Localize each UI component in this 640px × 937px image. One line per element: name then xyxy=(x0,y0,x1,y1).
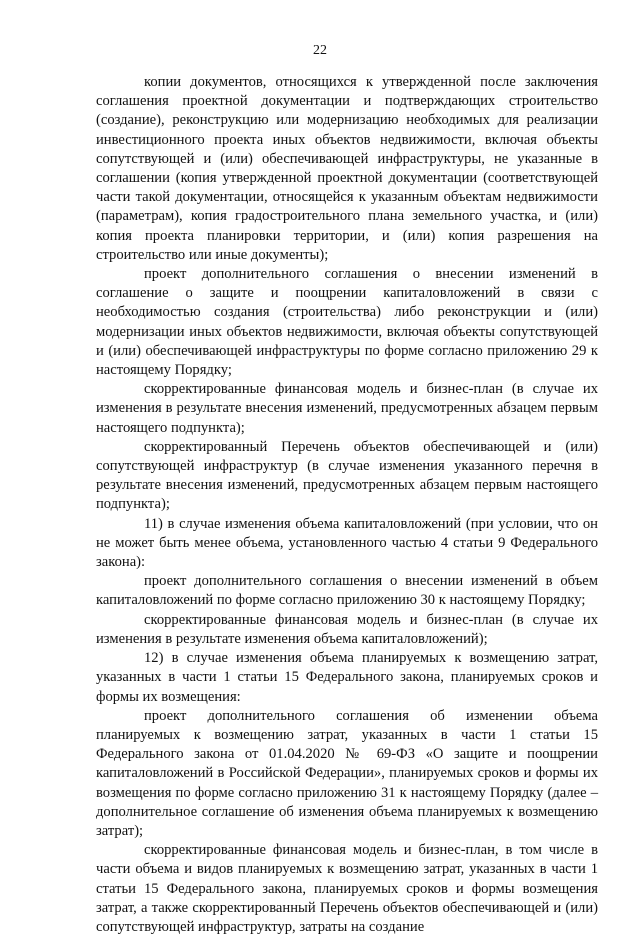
paragraph-4: скорректированный Перечень объектов обеспечивающей и (или) сопутствующей инфраструктур (в случае изменения указанного перечня в результате внесения изменений, предусмотренных абзацем первым настоящего подпункта); xyxy=(96,438,598,513)
paragraph-9: проект дополнительного соглашения об изменении объема планируемых к возмещению затрат, указанных в части 1 статьи 15 Федерального закона от 01.04.2020 № 69-ФЗ «О защите и поощрении капиталовложений в Российской Федерации», планируемых сроков и формы их возмещения по форме согласно приложению 31 к настоящему Порядку (далее – дополнительное соглашение об изменения объема планируемых к возмещению затрат); xyxy=(96,707,598,839)
paragraph-1: копии документов, относящихся к утвержденной после заключения соглашения проектной документации и подтверждающих строительство (создание), реконструкцию или модернизацию необходимых для реализации инвестиционного проекта иных объектов недвижимости, включая объекты сопутствующей и (или) обеспечивающей инфраструктуры, не указанные в соглашении (копия утвержденной проектной документации (соответствующей части такой документации, относящейся к указанным объектам недвижимости (параметрам), копия градостроительного плана земельного участка, и (или) копия проекта планировки территории, и (или) копия разрешения на строительство или иные документы); xyxy=(96,74,598,263)
paragraph-3: скорректированные финансовая модель и бизнес-план (в случае их изменения в результате внесения изменений, предусмотренных абзацем первым настоящего подпункта); xyxy=(96,381,598,436)
paragraph-10: скорректированные финансовая модель и бизнес-план, в том числе в части объема и видов планируемых к возмещению затрат, указанных в части 1 статьи 15 Федерального закона, планируемых сроков и формы возмещения затрат, а также скорректированный Перечень объектов обеспечивающей и (или) сопутствующей инфраструктур, затраты на создание xyxy=(96,842,598,935)
document-body xyxy=(96,73,598,937)
paragraph-5: 11) в случае изменения объема капиталовложений (при условии, что он не может быть менее объема, установленного частью 4 статьи 9 Федерального закона): xyxy=(96,515,598,571)
paragraph-8: 12) в случае изменения объема планируемых к возмещению затрат, указанных в части 1 статьи 15 Федерального закона, планируемых сроков и формы их возмещения: xyxy=(96,650,598,705)
paragraph-6: проект дополнительного соглашения о внесении изменений в объем капиталовложений по форме согласно приложению 30 к настоящему Порядку; xyxy=(96,573,598,609)
page-number: 22 xyxy=(313,43,327,58)
paragraph-2: проект дополнительного соглашения о внесении изменений в соглашение о защите и поощрении капиталовложений в связи с необходимостью создания (строительства) либо реконструкции и (или) модернизации иных объектов недвижимости, включая объекты сопутствующей и (или) обеспечивающей инфраструктуры по форме согласно приложению 29 к настоящему Порядку; xyxy=(96,266,598,379)
paragraph-7: скорректированные финансовая модель и бизнес-план (в случае их изменения в результате изменения объема капиталовложений); xyxy=(96,611,598,647)
